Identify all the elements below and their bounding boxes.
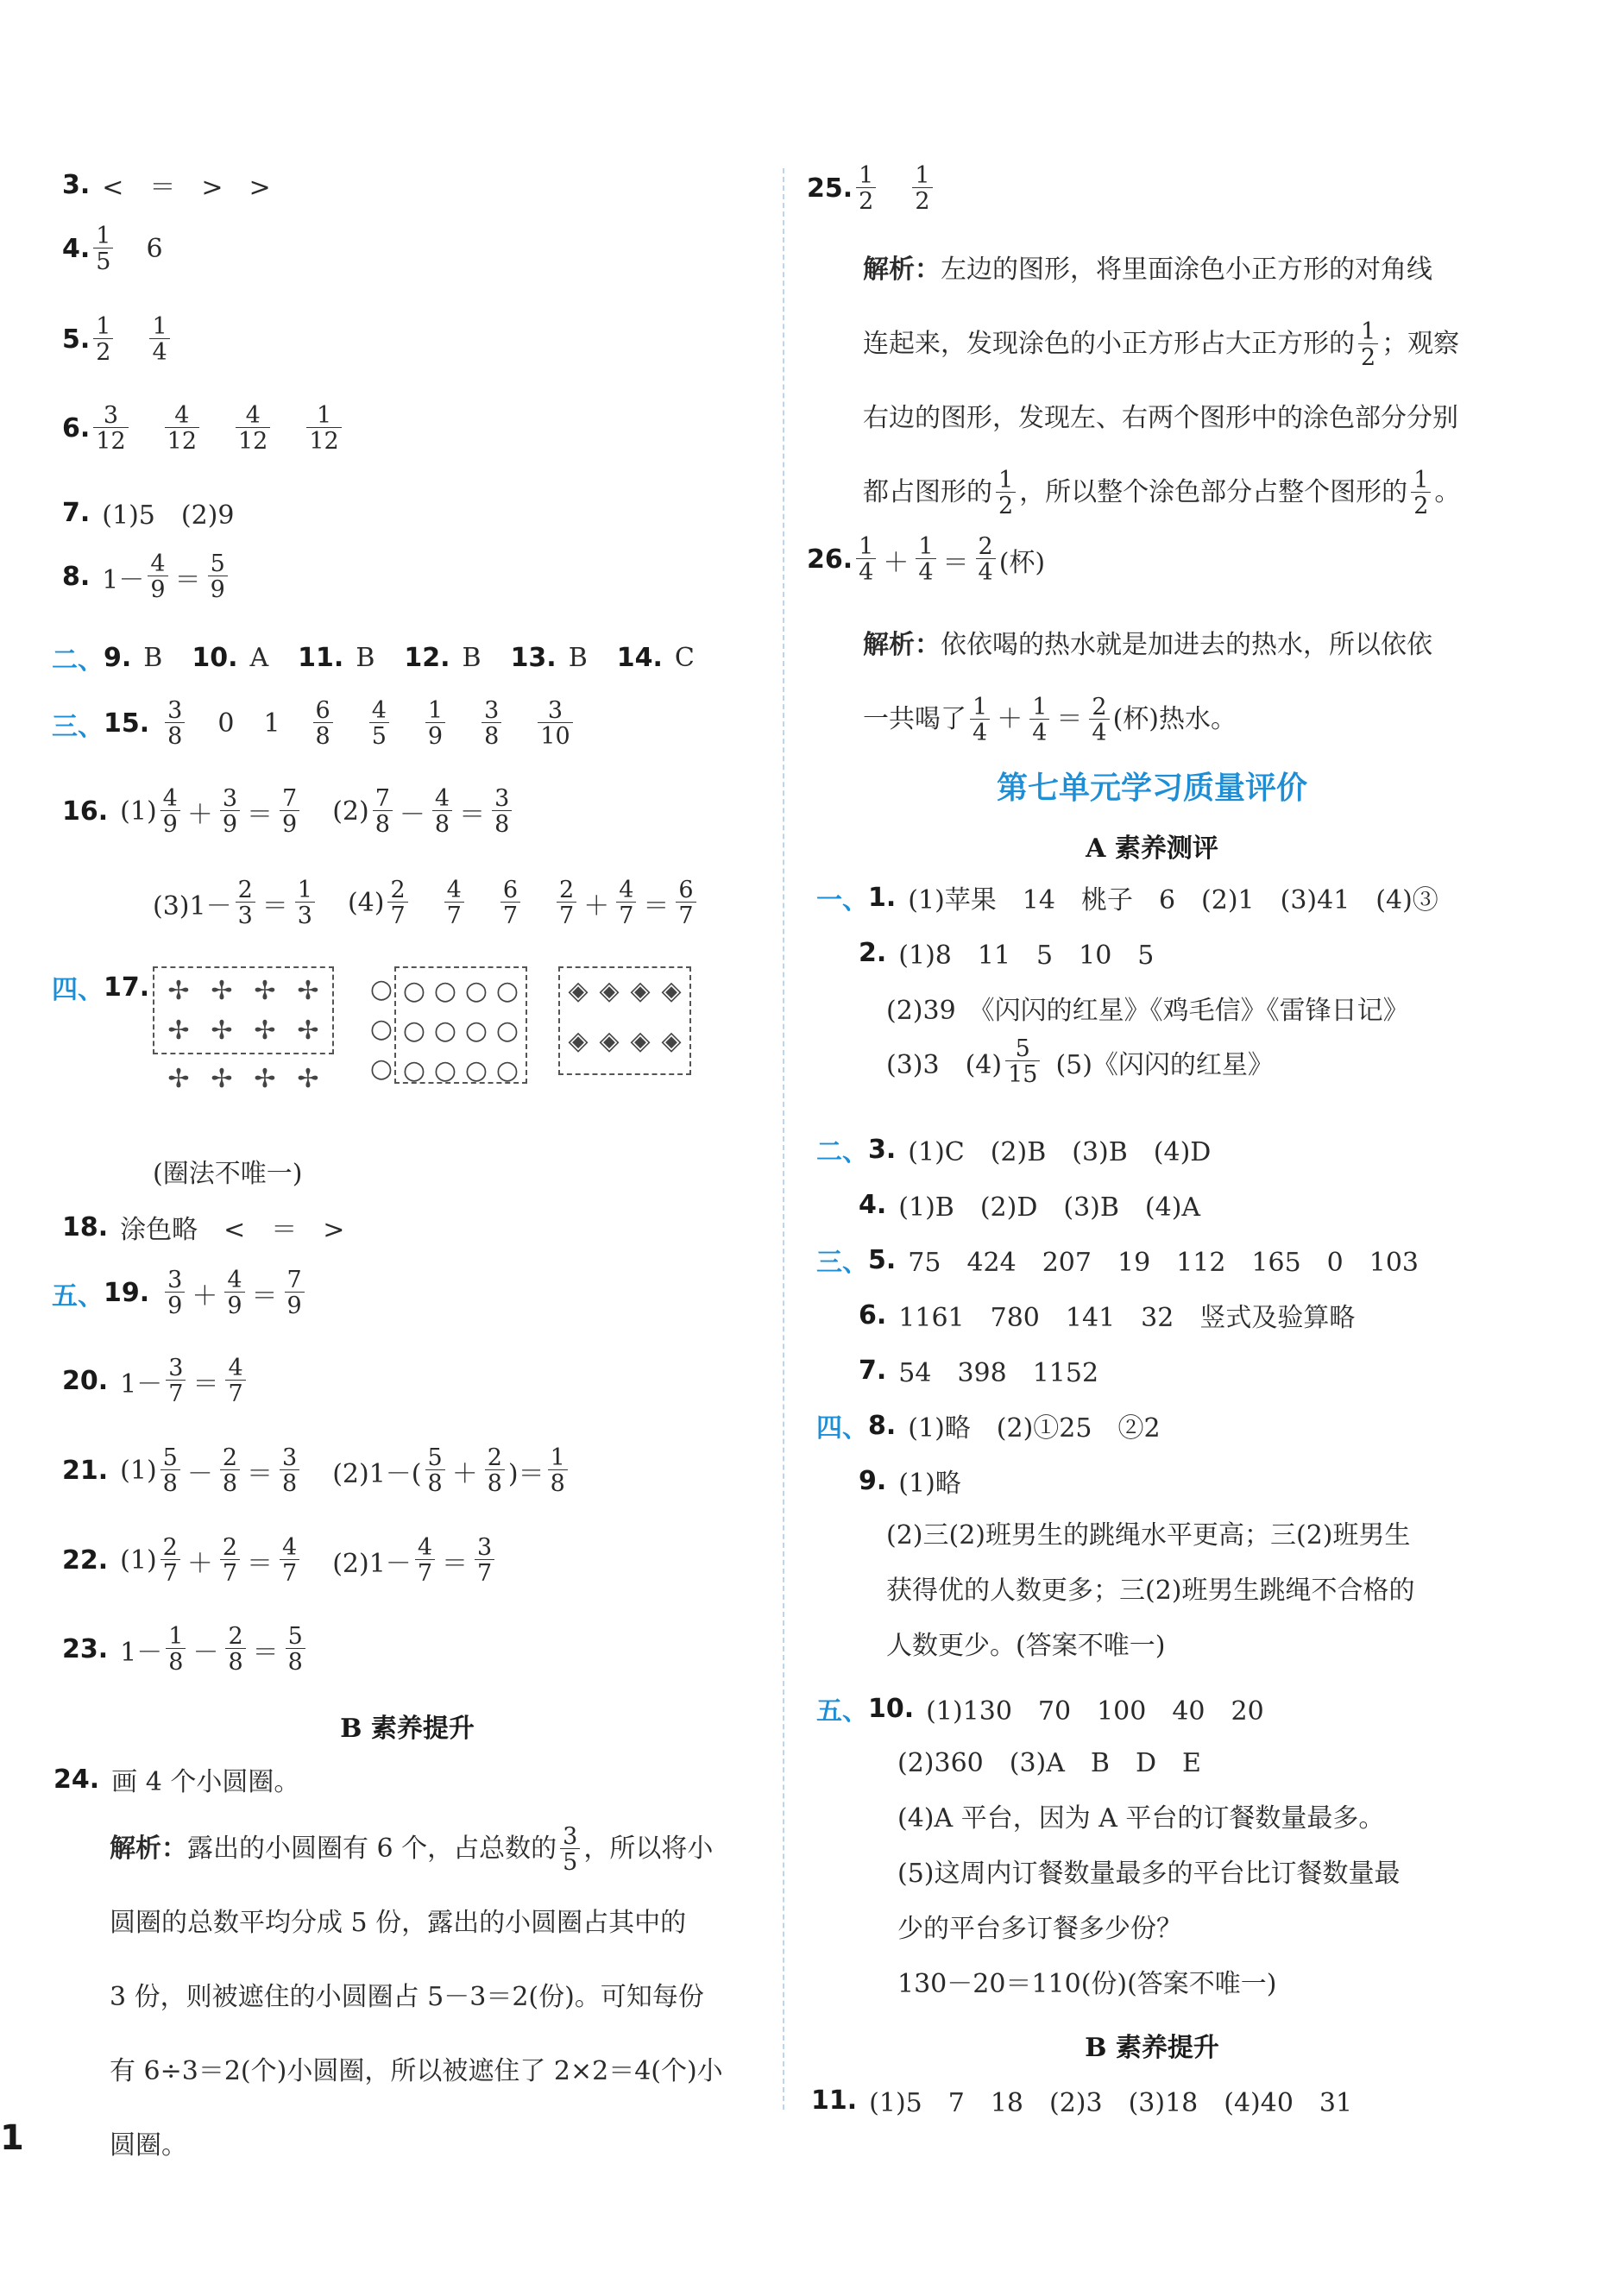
apple-icon: ○ — [464, 975, 488, 1006]
fraction: $\frac{1}{12}$ — [306, 404, 341, 453]
answer-q8: 8. 1－ $\frac{4}{9}$ ＝ $\frac{5}{9}$ — [62, 552, 231, 601]
unit7-q5: 三、 5. 75 424 207 19 112 165 0 103 — [816, 1244, 1419, 1278]
fraction: $\frac{7}{8}$ — [373, 787, 393, 836]
fraction: $\frac{1}{2}$ — [1411, 469, 1431, 518]
apple-icon: ○ — [402, 975, 426, 1006]
dragonfly-icon: ✢ — [211, 1063, 233, 1094]
q26-explanation: 解析：依依喝的热水就是加进去的热水，所以依依 一共喝了 $\frac{1}{4}$ ＋ $\frac{1}{4}$ ＝ $\frac{2}{4}$ (杯)热水。 — [863, 630, 1432, 746]
strawberry-icon: ◈ — [568, 1025, 589, 1056]
answer-q3: 3. < ＝ > > — [62, 169, 271, 203]
dragonfly-icon: ✢ — [167, 1063, 190, 1094]
answer-q21: 21. (1) $\frac{5}{8}$ － $\frac{2}{8}$ ＝ $\frac{3}{8}$ (2)1－( $\frac{5}{8}$ ＋ $\frac{2}{8}$ )＝ $\frac{1}{8}$ — [62, 1446, 571, 1495]
dragonfly-icon: ✢ — [254, 975, 276, 1006]
unit7-q10-details: (2)360 (3)A B D E (4)A 平台，因为 A 平台的订餐数量最多。 (5)这周内订餐数量最多的平台比订餐数量最 少的平台多订餐多少份？ 130－20＝110(份)(答案不唯一) — [897, 1748, 1401, 1999]
fraction: $\frac{1}{4}$ — [1029, 695, 1049, 745]
fraction: $\frac{3}{10}$ — [538, 699, 572, 748]
fraction: $\frac{3}{9}$ — [220, 787, 240, 836]
answer-q22: 22. (1) $\frac{2}{7}$ ＋ $\frac{2}{7}$ ＝ $\frac{4}{7}$ (2)1－ $\frac{4}{7}$ ＝ $\frac{3}{7}$ — [62, 1536, 498, 1585]
apple-icon: ○ — [464, 1054, 488, 1085]
fraction: $\frac{7}{9}$ — [285, 1268, 305, 1318]
column-divider — [783, 168, 784, 2110]
fraction: $\frac{3}{8}$ — [165, 699, 185, 748]
section-four-label: 四、 17. — [52, 972, 150, 1005]
unit-seven-title: 第七单元学习质量评价 — [996, 771, 1307, 806]
dragonfly-icon: ✢ — [297, 975, 319, 1006]
fraction: $\frac{3}{7}$ — [475, 1536, 494, 1585]
unit7-q10: 五、 10. (1)130 70 100 40 20 — [816, 1693, 1264, 1727]
apple-icon: ○ — [369, 1013, 393, 1044]
fraction: $\frac{5}{9}$ — [208, 552, 228, 601]
unit7-q6: 6. 1161 780 141 32 竖式及验算略 — [859, 1299, 1356, 1333]
answer-q4: 4. $\frac{1}{5}$ 6 — [62, 223, 163, 275]
strawberry-icon: ◈ — [568, 975, 589, 1006]
unit7-q7: 7. 54 398 1152 — [859, 1355, 1099, 1388]
strawberry-icon: ◈ — [630, 1025, 651, 1056]
fraction: $\frac{6}{8}$ — [313, 699, 333, 748]
fraction: $\frac{7}{9}$ — [280, 787, 299, 836]
strawberry-box — [558, 966, 691, 1075]
strawberry-icon: ◈ — [661, 975, 682, 1006]
section-two-answers: 二、 9. B 10. A 11. B 12. B 13. B 14. C — [52, 642, 695, 676]
fraction: $\frac{2}{7}$ — [220, 1536, 240, 1585]
fraction: $\frac{1}{2}$ — [996, 469, 1016, 518]
fraction: $\frac{3}{8}$ — [482, 699, 501, 748]
apple-icon: ○ — [433, 1015, 457, 1046]
fraction: $\frac{1}{8}$ — [548, 1446, 568, 1495]
q25-explanation: 解析：左边的图形，将里面涂色小正方形的对角线 连起来，发现涂色的小正方形占大正方形的 $\frac{1}{2}$ ；观察 右边的图形，发现左、右两个图形中的涂色部分分别 都占图形的 $\frac{1}{2}$ ，所以整个涂色部分占整个图形的 $\frac{1}{2}$ 。 — [863, 255, 1461, 519]
fraction: $\frac{1}{4}$ — [916, 535, 935, 584]
unit7-q9-details: (2)三(2)班男生的跳绳水平更高；三(2)班男生 获得优的人数更多；三(2)班男生跳绳不合格的 人数更少。(答案不唯一) — [886, 1520, 1415, 1661]
fraction: $\frac{4}{7}$ — [415, 1536, 435, 1585]
dragonfly-icon: ✢ — [167, 975, 190, 1006]
fraction: $\frac{1}{2}$ — [912, 164, 932, 213]
fraction: $\frac{2}{7}$ — [557, 878, 576, 928]
answer-q23: 23. 1－ $\frac{1}{8}$ － $\frac{2}{8}$ ＝ $\frac{5}{8}$ — [62, 1625, 309, 1674]
unit7-q1: 一、 1. (1)苹果 14 桃子 6 (2)1 (3)41 (4)③ — [816, 882, 1438, 915]
section-title-b: B 素养提升 — [340, 1714, 475, 1744]
fraction: $\frac{3}{5}$ — [560, 1825, 580, 1874]
fraction: $\frac{2}{4}$ — [976, 535, 996, 584]
fraction: $\frac{4}{8}$ — [432, 787, 452, 836]
strawberry-group — [558, 966, 691, 1075]
apple-group — [368, 966, 527, 1084]
fraction: $\frac{5}{15}$ — [1005, 1037, 1040, 1086]
answer-q26: 26. $\frac{1}{4}$ ＋ $\frac{1}{4}$ ＝ $\frac{2}{4}$ (杯) — [807, 533, 1046, 586]
fraction: $\frac{2}{4}$ — [1089, 695, 1109, 745]
strawberry-icon: ◈ — [630, 975, 651, 1006]
section-title-b-right: B 素养提升 — [1085, 2033, 1219, 2063]
strawberry-icon: ◈ — [599, 975, 620, 1006]
apple-icon: ○ — [369, 973, 393, 1004]
q24-explanation: 解析： 露出的小圆圈有 6 个，占总数的 $\frac{3}{5}$ ，所以将小 圆圈的总数平均分成 5 份，露出的小圆圈占其中的 3 份，则被遮住的小圆圈占 5－3＝2(份)。可知每份 有 6÷3＝2(个)小圆圈，所以被遮住了 2×2＝4(个)小 圆圈。 — [110, 1822, 723, 2161]
unit7-q4: 4. (1)B (2)D (3)B (4)A — [859, 1189, 1201, 1223]
fraction: $\frac{2}{3}$ — [236, 878, 255, 928]
fraction: $\frac{4}{7}$ — [280, 1536, 299, 1585]
unit7-q11: 11. (1)5 7 18 (2)3 (3)18 (4)40 31 — [811, 2085, 1353, 2118]
dragonfly-icon: ✢ — [254, 1063, 276, 1094]
answer-q5: 5. $\frac{1}{2}$ $\frac{1}{4}$ — [62, 315, 173, 364]
apple-remaining — [368, 966, 394, 1084]
fraction: $\frac{1}{4}$ — [970, 695, 990, 745]
strawberry-icon: ◈ — [599, 1025, 620, 1056]
fraction: $\frac{2}{7}$ — [161, 1536, 180, 1585]
answer-q20: 20. 1－ $\frac{3}{7}$ ＝ $\frac{4}{7}$ — [62, 1356, 249, 1406]
fraction: $\frac{4}{12}$ — [236, 404, 270, 453]
fraction: $\frac{2}{8}$ — [485, 1446, 505, 1495]
fraction: $\frac{4}{5}$ — [369, 699, 389, 748]
unit7-q8: 四、 8. (1)略 (2)①25 ②2 — [816, 1410, 1161, 1444]
dragonfly-icon: ✢ — [254, 1015, 276, 1046]
fraction: $\frac{1}{2}$ — [93, 315, 113, 364]
dragonfly-icon: ✢ — [167, 1015, 190, 1046]
apple-icon: ○ — [369, 1053, 393, 1084]
fraction: $\frac{1}{4}$ — [856, 535, 876, 584]
fraction: $\frac{1}{8}$ — [166, 1625, 186, 1674]
apple-icon: ○ — [402, 1015, 426, 1046]
fraction: $\frac{5}{8}$ — [286, 1625, 305, 1674]
answer-q16-part2: (3)1－ $\frac{2}{3}$ ＝ $\frac{1}{3}$ (4) $\frac{2}{7}$ $\frac{4}{7}$ $\frac{6}{7}$ $\frac{2}{7}$ ＋ $\frac{4}{7}$ ＝ $\frac{6}{7}$ — [153, 878, 700, 928]
answer-q25: 25. $\frac{1}{2}$ $\frac{1}{2}$ — [807, 164, 936, 213]
fraction: $\frac{4}{7}$ — [616, 878, 636, 928]
fraction: $\frac{3}{9}$ — [165, 1268, 185, 1318]
q17-grouping-figures — [153, 966, 691, 1103]
section-title-a: A 素养测评 — [1086, 834, 1218, 864]
fraction: $\frac{5}{8}$ — [161, 1446, 180, 1495]
fraction: $\frac{4}{9}$ — [224, 1268, 244, 1318]
fraction: $\frac{3}{8}$ — [492, 787, 512, 836]
dragonfly-group — [153, 966, 334, 1103]
fraction: $\frac{1}{3}$ — [295, 878, 315, 928]
apple-icon: ○ — [433, 975, 457, 1006]
answer-q18: 18. 涂色略 < ＝ > — [62, 1211, 345, 1245]
q17-note: (圈法不唯一) — [153, 1159, 303, 1189]
apple-box — [394, 966, 527, 1084]
unit7-q2-line3: (3)3 (4) $\frac{5}{15}$ (5)《闪闪的红星》 — [886, 1035, 1274, 1088]
section-five-q19: 五、 19. $\frac{3}{9}$ ＋ $\frac{4}{9}$ ＝ $\frac{7}{9}$ — [52, 1268, 308, 1318]
unit7-q3: 二、 3. (1)C (2)B (3)B (4)D — [816, 1134, 1212, 1167]
fraction: $\frac{1}{4}$ — [149, 315, 169, 364]
dragonfly-icon: ✢ — [211, 975, 233, 1006]
fraction: $\frac{1}{2}$ — [856, 164, 876, 213]
strawberry-icon: ◈ — [661, 1025, 682, 1056]
apple-icon: ○ — [464, 1015, 488, 1046]
dragonfly-icon: ✢ — [297, 1063, 319, 1094]
fraction: $\frac{2}{7}$ — [387, 878, 407, 928]
unit7-q9: 9. (1)略 — [859, 1465, 961, 1499]
section-three-q15: 三、 15. $\frac{3}{8}$ 0 1 $\frac{6}{8}$ $\frac{4}{5}$ $\frac{1}{9}$ $\frac{3}{8}$ $\frac{3}{10}$ — [52, 699, 576, 748]
fraction: $\frac{1}{5}$ — [93, 224, 113, 274]
answer-q24: 24. 画 4 个小圆圈。 — [54, 1764, 300, 1797]
dragonfly-icon: ✢ — [211, 1015, 233, 1046]
fraction: $\frac{4}{12}$ — [165, 404, 199, 453]
unit7-q2-line1: 2. (1)8 11 5 10 5 — [859, 937, 1155, 971]
fraction: $\frac{4}{9}$ — [148, 552, 167, 601]
dragonfly-remaining — [153, 1054, 334, 1103]
dragonfly-icon: ✢ — [297, 1015, 319, 1046]
fraction: $\frac{4}{7}$ — [444, 878, 464, 928]
answer-q7: 7. (1)5 (2)9 — [62, 497, 235, 531]
fraction: $\frac{3}{7}$ — [166, 1356, 186, 1406]
answer-q6: 6. $\frac{3}{12}$ $\frac{4}{12}$ $\frac{4}{12}$ $\frac{1}{12}$ — [62, 404, 345, 453]
apple-icon: ○ — [495, 975, 519, 1006]
dragonfly-box — [153, 966, 334, 1054]
unit7-q2-line2: (2)39 《闪闪的红星》《鸡毛信》《雷锋日记》 — [886, 996, 1409, 1026]
fraction: $\frac{3}{12}$ — [93, 404, 128, 453]
answer-q16-part1: 16. (1) $\frac{4}{9}$ ＋ $\frac{3}{9}$ ＝ $\frac{7}{9}$ (2) $\frac{7}{8}$ － $\frac{4}{8}$ ＝ $\frac{3}{8}$ — [62, 787, 515, 836]
fraction: $\frac{6}{7}$ — [500, 878, 520, 928]
fraction: $\frac{3}{8}$ — [280, 1446, 299, 1495]
fraction: $\frac{1}{2}$ — [1358, 320, 1378, 369]
apple-icon: ○ — [402, 1054, 426, 1085]
apple-icon: ○ — [433, 1054, 457, 1085]
apple-icon: ○ — [495, 1054, 519, 1085]
fraction: $\frac{4}{9}$ — [161, 787, 180, 836]
apple-icon: ○ — [495, 1015, 519, 1046]
fraction: $\frac{5}{8}$ — [425, 1446, 445, 1495]
fraction: $\frac{6}{7}$ — [676, 878, 696, 928]
fraction: $\frac{2}{8}$ — [225, 1625, 245, 1674]
fraction: $\frac{2}{8}$ — [220, 1446, 240, 1495]
page-corner-mark: 1 — [0, 2118, 24, 2158]
fraction: $\frac{1}{9}$ — [425, 699, 445, 748]
fraction: $\frac{4}{7}$ — [225, 1356, 245, 1406]
